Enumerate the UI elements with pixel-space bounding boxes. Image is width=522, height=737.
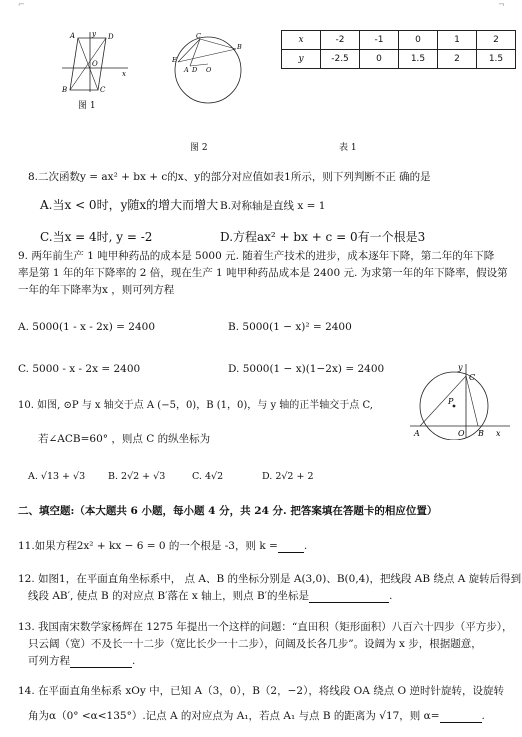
table-cell: 2 <box>477 31 516 50</box>
q10-fig-label-B: B <box>478 429 484 438</box>
figure-q10-circle-diagram <box>408 362 512 440</box>
q8-stem: 8.二次函数y = ax² + bx + c的x、y的部分对应值如表1所示，则下列判断不正 确的是 <box>28 171 431 183</box>
q9-option-a: A. 5000(1 - x - 2x) = 2400 <box>18 321 156 333</box>
q10-option-c: C. 4√2 <box>192 471 224 482</box>
q10-fig-label-C: C <box>469 373 476 382</box>
q10-line-2: 若∠ACB=60° ，则点 C 的纵坐标为 <box>38 433 211 445</box>
q8-option-b: B.对称轴是直线 x = 1 <box>220 200 326 212</box>
fig1-label-D: D <box>108 33 114 41</box>
q10-fig-label-A: A <box>414 429 420 438</box>
q12-line-2 <box>28 589 392 603</box>
table-cell: 1 <box>438 31 477 50</box>
q13-text: 可列方程 <box>28 655 70 667</box>
table-cell: -2.5 <box>321 50 360 69</box>
table-row-y <box>282 50 516 69</box>
table-cell: 0 <box>399 31 438 50</box>
q13-answer-blank[interactable] <box>70 667 132 668</box>
q10-option-b: B. 2√2 + √3 <box>108 471 166 482</box>
q10-fig-label-P: P <box>448 397 454 406</box>
figure-2-circle-diagram <box>170 30 250 106</box>
q9-line-3: 一年的年下降率为x ，则可列方程 <box>18 284 175 296</box>
q10-fig-label-O: O <box>458 429 465 438</box>
fig1-label-C: C <box>100 86 106 94</box>
q11-tail: . <box>303 540 308 552</box>
fig1-label-x: x <box>122 70 126 78</box>
q10-line-1: 10. 如图, ⊙P 与 x 轴交于点 A (−5，0)，B (1，0)，与 y 轴的正半轴交于点 C, <box>18 400 373 411</box>
q9-option-b: B. 5000(1 − x)² = 2400 <box>228 321 352 333</box>
q13-line-3 <box>28 654 135 668</box>
q11-line <box>18 539 307 553</box>
q14-tail: . <box>481 710 485 722</box>
table-row-x <box>282 31 516 50</box>
table-header-y: y <box>282 50 321 69</box>
q10-option-a: A. √13 + √3 <box>28 471 86 482</box>
q12-text: 线段 AB′, 使点 B 的对应点 B′落在 x 轴上，则点 B′的坐标是 <box>28 590 310 602</box>
fig1-label-y: y <box>92 30 96 38</box>
fig2-label-D: D <box>192 66 198 74</box>
q8-option-a: A.当x < 0时，y随x的增大而增大 <box>40 198 219 212</box>
q13-tail: . <box>132 655 136 667</box>
q12-tail: . <box>389 590 393 602</box>
q13-line-1: 13. 我国南宋数学家杨辉在 1275 年提出一个这样的问题：“直田积（矩形面积）八百六十四步（平方步）， <box>18 621 513 633</box>
figure-1-caption: 图 1 <box>78 101 96 111</box>
fig2-label-O: O <box>206 66 212 74</box>
figure-1-coordinate-diagram <box>58 30 130 94</box>
q9-option-c: C. 5000 - x - 2x = 2400 <box>18 363 141 375</box>
table-cell: 2 <box>438 50 477 69</box>
q11-text: 11.如果方程2x² + kx − 6 = 0 的一个根是 -3，则 k = <box>18 540 278 552</box>
q9-line-2: 率是第 1 年的年下降率的 2 倍，现在生产 1 吨甲种药品成本是 2400 元. 为求第一年的年下降率，假设第 <box>18 267 508 279</box>
q14-line-1: 14. 在平面直角坐标系 xOy 中，已知 A（3，0），B（2，−2），将线段 OA 绕点 O 逆时针旋转，设旋转 <box>18 685 504 697</box>
corner-mark-right: ¬ <box>498 0 505 9</box>
q9-option-d: D. 5000(1 − x)(1−2x) = 2400 <box>228 363 385 375</box>
q10-fig-label-x: x <box>496 429 501 438</box>
corner-mark-left: ⌐ <box>18 0 25 9</box>
table-cell: 0 <box>360 50 399 69</box>
q9-line-1: 9. 两年前生产 1 吨甲种药品的成本是 5000 元. 随着生产技术的进步，成本逐年下降，第二年的年下降 <box>18 250 495 262</box>
fig2-label-B: B <box>237 43 242 51</box>
section-2-heading: 二、填空题:（本大题共 6 小题，每小题 4 分，共 24 分. 把答案填在答题卡的相应位置） <box>18 505 438 517</box>
table-1-caption: 表 1 <box>339 143 357 153</box>
q8-option-d: D.方程ax² + bx + c = 0有一个根是3 <box>220 230 426 244</box>
q11-answer-blank[interactable] <box>278 552 304 553</box>
q14-line-2 <box>28 709 485 723</box>
table-cell: 1.5 <box>477 50 516 69</box>
q10-fig-label-y: y <box>458 363 463 372</box>
q12-answer-blank[interactable] <box>309 602 389 603</box>
fig2-label-E: E <box>172 56 177 64</box>
q10-option-d: D. 2√2 + 2 <box>262 471 314 482</box>
figure-2-caption: 图 2 <box>190 143 208 153</box>
q14-answer-blank[interactable] <box>440 722 482 723</box>
fig1-label-A: A <box>70 32 76 40</box>
table-cell: -2 <box>321 31 360 50</box>
table-cell: -1 <box>360 31 399 50</box>
q13-line-2: 只云阔（宽）不及长一十二步（宽比长少一十二步），问阔及长各几步”。设阔为 x 步，根据题意， <box>28 638 482 650</box>
q12-line-1: 12. 如图1，在平面直角坐标系中， 点 A、B 的坐标分别是 A(3,0)、B(0,4)，把线段 AB 绕点 A 旋转后得到 <box>18 573 522 585</box>
q8-option-c: C.当x = 4时, y = -2 <box>40 230 153 244</box>
value-table <box>281 30 516 69</box>
table-header-x: x <box>282 31 321 50</box>
table-cell: 1.5 <box>399 50 438 69</box>
fig1-label-B: B <box>62 86 68 94</box>
fig2-label-C: C <box>196 32 201 40</box>
fig1-label-O: O <box>92 60 98 68</box>
q14-text: 角为α（0° <α<135°）.记点 A 的对应点为 A₁，若点 A₁ 与点 B 的距离为 √17，则 α= <box>28 710 440 722</box>
fig2-label-A: A <box>184 66 189 74</box>
